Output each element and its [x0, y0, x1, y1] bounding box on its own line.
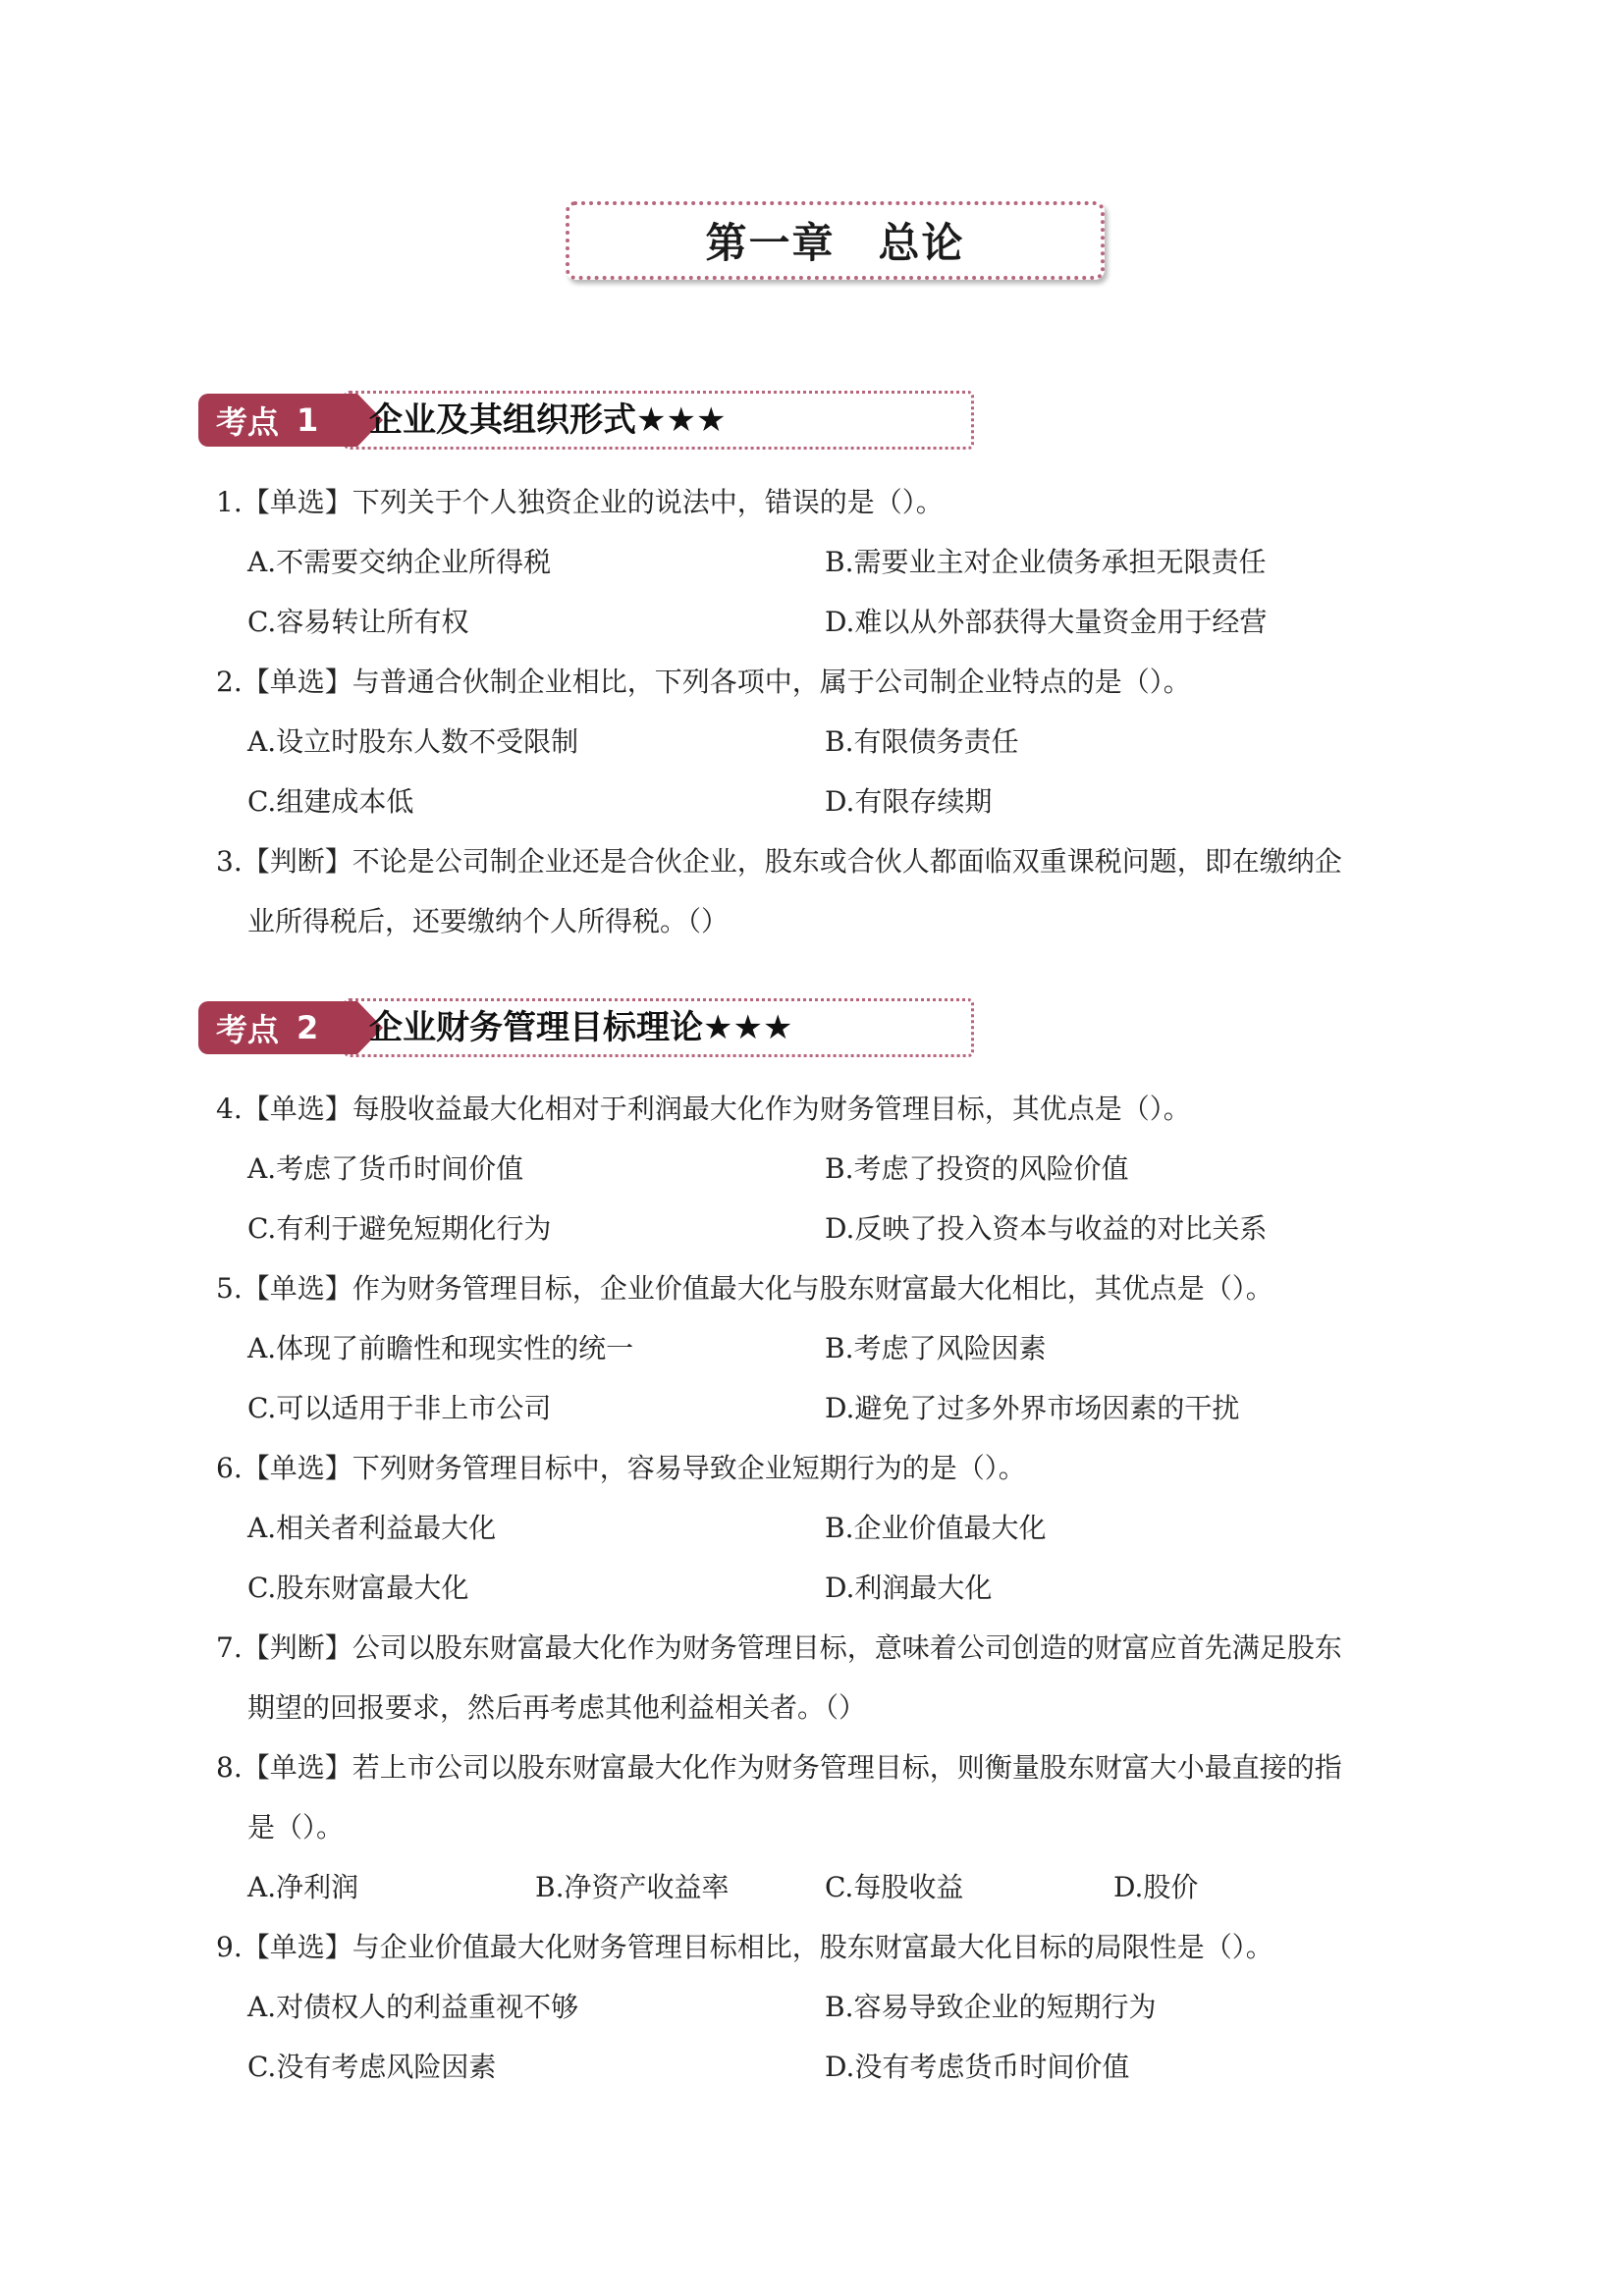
option: C.有利于避免短期化行为 — [247, 1212, 552, 1245]
section-header-2 — [198, 998, 974, 1057]
option: D.利润最大化 — [825, 1572, 993, 1604]
option: C.每股收益 — [825, 1871, 964, 1903]
option: C.容易转让所有权 — [247, 606, 469, 638]
option: A.设立时股东人数不受限制 — [247, 725, 579, 758]
option: B.企业价值最大化 — [825, 1512, 1047, 1544]
question-stem: 9.【单选】与企业价值最大化财务管理目标相比，股东财富最大化目标的局限性是（）。 — [216, 1931, 1273, 1963]
option: B.容易导致企业的短期行为 — [825, 1991, 1157, 2023]
option: B.净资产收益率 — [535, 1871, 730, 1903]
section-tag — [198, 394, 357, 447]
question-stem: 8.【单选】若上市公司以股东财富最大化作为财务管理目标，则衡量股东财富大小最直接的指 — [216, 1751, 1342, 1784]
question-stem: 1.【单选】下列关于个人独资企业的说法中，错误的是（）。 — [216, 486, 944, 518]
question-stem: 7.【判断】公司以股东财富最大化作为财务管理目标，意味着公司创造的财富应首先满足股东 — [216, 1631, 1342, 1664]
option: B.考虑了投资的风险价值 — [825, 1152, 1129, 1185]
option: D.没有考虑货币时间价值 — [825, 2051, 1130, 2083]
question-stem: 5.【单选】作为财务管理目标，企业价值最大化与股东财富最大化相比，其优点是（）。 — [216, 1272, 1273, 1305]
option: D.有限存续期 — [825, 785, 993, 818]
question-stem-continued: 业所得税后，还要缴纳个人所得税。（） — [247, 905, 730, 937]
section-header-1 — [198, 391, 974, 450]
option: A.考虑了货币时间价值 — [247, 1152, 524, 1185]
option: A.对债权人的利益重视不够 — [247, 1991, 579, 2023]
section-number: 2 — [297, 1009, 319, 1046]
chapter-title: 第一章 总论 — [705, 219, 965, 267]
option: B.考虑了风险因素 — [825, 1332, 1047, 1364]
question-stem: 3.【判断】不论是公司制企业还是合伙企业，股东或合伙人都面临双重课税问题，即在缴纳企 — [216, 845, 1342, 878]
option: D.反映了投入资本与收益的对比关系 — [825, 1212, 1268, 1245]
option: D.难以从外部获得大量资金用于经营 — [825, 606, 1268, 638]
section-tag-label: 考点 — [216, 403, 280, 441]
section-number: 1 — [297, 401, 319, 439]
question-stem-continued: 是（）。 — [247, 1811, 345, 1843]
section-tag-label: 考点 — [216, 1011, 280, 1048]
option: C.没有考虑风险因素 — [247, 2051, 497, 2083]
option: A.相关者利益最大化 — [247, 1512, 497, 1544]
question-stem: 2.【单选】与普通合伙制企业相比，下列各项中，属于公司制企业特点的是（）。 — [216, 666, 1191, 698]
option: A.体现了前瞻性和现实性的统一 — [247, 1332, 634, 1364]
chapter-title-box — [566, 201, 1105, 280]
section-title: 企业财务管理目标理论★★★ — [369, 1008, 793, 1047]
option: B.需要业主对企业债务承担无限责任 — [825, 546, 1267, 578]
option: B.有限债务责任 — [825, 725, 1019, 758]
question-stem: 6.【单选】下列财务管理目标中，容易导致企业短期行为的是（）。 — [216, 1452, 1026, 1484]
option: C.股东财富最大化 — [247, 1572, 469, 1604]
option: A.净利润 — [247, 1871, 359, 1903]
section-title: 企业及其组织形式★★★ — [369, 400, 727, 440]
option: C.可以适用于非上市公司 — [247, 1392, 552, 1424]
question-stem: 4.【单选】每股收益最大化相对于利润最大化作为财务管理目标，其优点是（）。 — [216, 1093, 1191, 1125]
section-tag — [198, 1001, 357, 1054]
question-stem-continued: 期望的回报要求，然后再考虑其他利益相关者。（） — [247, 1691, 867, 1724]
option: D.避免了过多外界市场因素的干扰 — [825, 1392, 1240, 1424]
option: A.不需要交纳企业所得税 — [247, 546, 552, 578]
option: C.组建成本低 — [247, 785, 414, 818]
option: D.股价 — [1113, 1871, 1199, 1903]
